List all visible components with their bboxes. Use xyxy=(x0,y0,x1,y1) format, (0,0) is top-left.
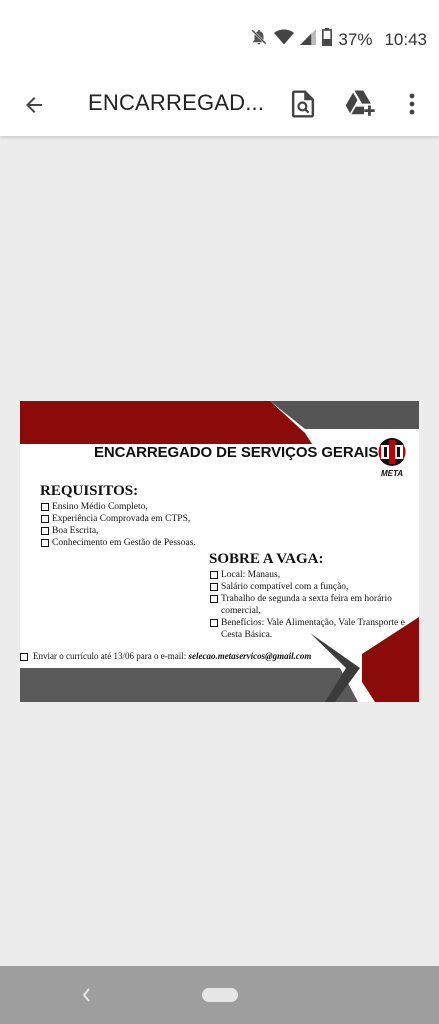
arrow-back-icon xyxy=(22,93,46,117)
app-bar xyxy=(0,74,439,136)
battery-icon xyxy=(322,28,332,51)
checkbox-icon xyxy=(41,503,49,511)
list-item: Conhecimento em Gestão de Pessoas. xyxy=(40,537,240,549)
clock: 10:43 xyxy=(384,29,427,49)
find-in-page-icon xyxy=(288,88,318,120)
page-title: ENCARREGAD... xyxy=(88,90,265,115)
checkbox-icon xyxy=(210,595,218,603)
sobre-heading: SOBRE A VAGA: xyxy=(209,551,324,567)
find-in-document-button[interactable] xyxy=(288,88,318,120)
checkbox-icon xyxy=(41,539,49,547)
checkbox-icon xyxy=(41,515,49,523)
list-item: Boa Escrita, xyxy=(40,525,240,537)
home-pill-button[interactable] xyxy=(202,988,238,1002)
add-to-drive-button[interactable] xyxy=(345,88,379,120)
checkbox-icon xyxy=(20,653,28,661)
list-item: Benefícios: Vale Alimentação, Vale Transporte e Cesta Básica. xyxy=(209,617,419,641)
checkbox-icon xyxy=(41,527,49,535)
wifi-icon xyxy=(274,29,294,50)
requisitos-list xyxy=(40,501,240,549)
list-item: Local: Manaus, xyxy=(209,569,419,581)
list-item: Experiência Comprovada em CTPS, xyxy=(40,513,240,525)
notifications-off-icon xyxy=(250,28,268,51)
status-bar xyxy=(0,0,439,74)
add-to-drive-icon xyxy=(345,88,375,116)
document-page[interactable] xyxy=(20,401,419,702)
job-title: ENCARREGADO DE SERVIÇOS GERAIS xyxy=(94,444,379,461)
list-item: Trabalho de segunda a sexta feira em horário comercial, xyxy=(209,593,419,617)
requisitos-heading: REQUISITOS: xyxy=(40,483,139,499)
list-item: Ensino Médio Completo, xyxy=(40,501,240,513)
checkbox-icon xyxy=(210,583,218,591)
contact-email: selecao.metaservicos@gmail.com xyxy=(188,651,312,661)
status-indicators xyxy=(250,28,427,51)
back-button[interactable] xyxy=(18,89,50,121)
checkbox-icon xyxy=(210,571,218,579)
cell-signal-icon xyxy=(300,29,316,50)
logo-text: META xyxy=(380,469,404,478)
more-options-button[interactable] xyxy=(400,88,424,120)
footer-instructions: Enviar o currículo até 13/06 para o e-mail: selecao.metaservicos@gmail.com xyxy=(20,651,311,661)
sobre-list xyxy=(209,569,419,641)
list-item: Salário compatível com a função, xyxy=(209,581,419,593)
more-vert-icon xyxy=(400,88,424,120)
checkbox-icon xyxy=(210,619,218,627)
battery-percentage: 37% xyxy=(338,29,373,49)
nav-back-button[interactable] xyxy=(78,985,94,1005)
chevron-left-icon xyxy=(78,985,94,1005)
